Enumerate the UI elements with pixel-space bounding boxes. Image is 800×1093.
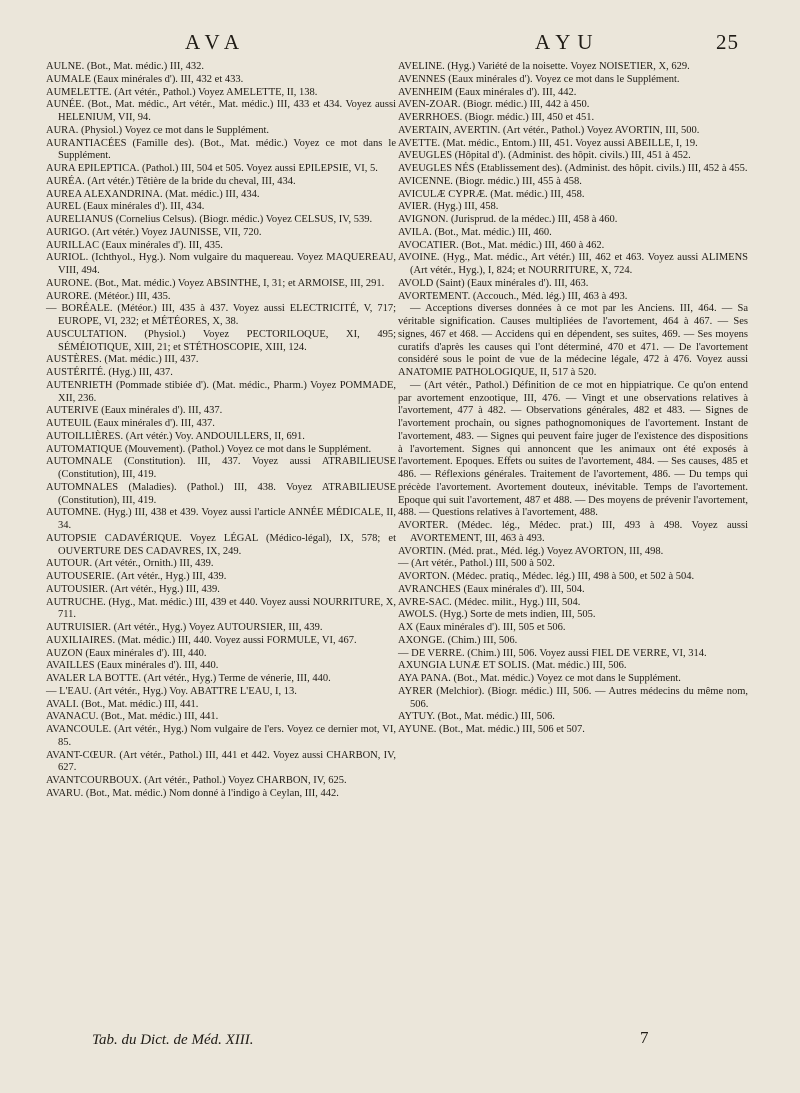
index-entry: AVELINE. (Hyg.) Variété de la noisette. Voyez NOISETIER, X, 629. [398,61,690,72]
index-entry: AVALI. (Bot., Mat. médic.) III, 441. [46,698,199,710]
index-entry: AUTEUIL (Eaux minérales d'). III, 437. [46,418,215,429]
index-entry: AUTOUSIER. (Art vétér., Hyg.) III, 439. [46,583,220,595]
index-entry: AVARU. (Bot., Mat. médic.) Nom donné à l'indigo à Ceylan, III, 442. [46,787,339,799]
index-entry: AUTRUISIER. (Art vétér., Hyg.) Voyez AUTOURSIER, III, 439. [46,622,323,633]
index-entry: AVERTAIN, AVERTIN. (Art vétér., Pathol.) Voyez AVORTIN, III, 500. [398,124,700,136]
index-entry: AUTOMATIQUE (Mouvement). (Pathol.) Voyez ce mot dans le Supplément. [46,443,372,455]
index-entry: AUSTÈRES. (Mat. médic.) III, 437. [46,354,199,366]
running-head-left: AVA [185,30,247,54]
index-entry: AUREL (Eaux minérales d'). III, 434. [46,201,205,213]
index-entry: AVORTER. (Médec. lég., Médec. prat.) III, 493 à 498. Voyez aussi AVORTEMENT, III, 463 à 493. [398,520,748,544]
index-entry: AULNE. (Bot., Mat. médic.) III, 432. [46,61,205,72]
index-entry: AVICENNE. (Biogr. médic.) III, 455 à 458. [398,175,582,187]
index-entry: AUREA ALEXANDRINA. (Mat. médic.) III, 434. [46,188,260,200]
page-number: 25 [716,30,739,54]
index-entry: AVRANCHES (Eaux minérales d'). III, 504. [398,583,585,595]
index-entry: AURÉA. (Art vétér.) Têtière de la bride du cheval, III, 434. [46,175,296,187]
index-entry: AYUNE. (Bot., Mat. médic.) III, 506 et 507. [398,724,585,735]
index-entry: AUTOILLIÈRES. (Art vétér.) Voy. ANDOUILLERS, II, 691. [46,430,305,442]
index-entry: AVENHEIM (Eaux minérales d'). III, 442. [398,86,577,98]
index-entry: AURORE. (Météor.) III, 435. [46,290,171,302]
index-entry: AUTOMNE. (Hyg.) III, 438 et 439. Voyez aussi l'article ANNÉE MÉDICALE, II, 34. [46,507,396,531]
index-entry: AVICULÆ CYPRÆ. (Mat. médic.) III, 458. [398,188,585,200]
index-entry: AVANTCOURBOUX. (Art vétér., Pathol.) Voyez CHARBON, IV, 625. [46,775,347,786]
index-entry: AURILLAC (Eaux minérales d'). III, 435. [46,239,223,251]
index-entry: AVILA. (Bot., Mat. médic.) III, 460. [398,226,552,238]
index-entry: AURELIANUS (Cornelius Celsus). (Biogr. médic.) Voyez CELSUS, IV, 539. [46,214,373,225]
index-entry: AVALER LA BOTTE. (Art vétér., Hyg.) Terme de vénerie, III, 440. [46,673,331,684]
index-entry: AVANT-CŒUR. (Art vétér., Pathol.) III, 441 et 442. Voyez aussi CHARBON, IV, 627. [46,749,396,774]
index-entry: AVIER. (Hyg.) III, 458. [398,201,499,213]
index-entry: AUTOMNALES (Maladies). (Pathol.) III, 438. Voyez ATRABILIEUSE (Constitution), III, 419. [46,481,396,506]
index-entry: AYRER (Melchior). (Biogr. médic.) III, 506. — Autres médecins du même nom, 506. [398,685,748,710]
index-entry: — L'EAU. (Art vétér., Hyg.) Voy. ABATTRE L'EAU, I, 13. [46,685,297,697]
index-entry: AXONGE. (Chim.) III, 506. [398,634,518,646]
index-entry: AYTUY. (Bot., Mat. médic.) III, 506. [398,711,555,723]
index-entry: AVEN-ZOAR. (Biogr. médic.) III, 442 à 450. [398,99,590,111]
index-entry: AUMALE (Eaux minérales d'). III, 432 et 433. [46,73,244,85]
index-entry: AUTOPSIE CADAVÉRIQUE. Voyez LÉGAL (Médico-légal), IX, 578; et OUVERTURE DES CADAVRES, IX, 249. [46,532,396,557]
running-head-right: AYU [535,30,600,54]
index-entry: AVOINE. (Hyg., Mat. médic., Art vétér.) III, 462 et 463. Voyez aussi ALIMENS (Art vétér., Hyg.), I, 824; et NOURRITURE, X, 724. [398,252,748,276]
footer-title: Tab. du Dict. de Méd. XIII. [92,1032,254,1048]
index-entry: AUZON (Eaux minérales d'). III, 440. [46,647,207,659]
index-entry: AYA PANA. (Bot., Mat. médic.) Voyez ce mot dans le Supplément. [398,673,681,684]
index-entry: AVERRHOES. (Biogr. médic.) III, 450 et 451. [398,112,595,123]
index-entry: AVEUGLES NÉS (Etablissement des). (Administ. des hôpit. civils.) III, 452 à 455. [398,163,748,174]
index-entry: AUTOUSERIE. (Art vétér., Hyg.) III, 439. [46,571,227,582]
index-entry: AVORTEMENT. (Accouch., Méd. lég.) III, 463 à 493. [398,290,628,302]
index-entry: AVOCATIER. (Bot., Mat. médic.) III, 460 à 462. [398,239,605,251]
index-entry: AVEUGLES (Hôpital d'). (Administ. des hôpit. civils.) III, 451 à 452. [398,150,691,162]
index-entry: AVENNES (Eaux minérales d'). Voyez ce mot dans le Supplément. [398,73,680,85]
index-entry: AURIGO. (Art vétér.) Voyez JAUNISSE, VII, 720. [46,226,262,238]
index-entry: AVAILLES (Eaux minérales d'). III, 440. [46,660,219,672]
index-subentry: — Acceptions diverses données à ce mot par les Anciens. III, 464. — Sa véritable signification. Causes multipliées de l'avortement, 464 à 467. — Ses signes, 467 et 468. — Accidens qui en dépendent, ses suites, 469. — Ses moyens curatifs d'après les causes qui l'ont déterminé, 470 et 471. — De l'avortement considéré sous le point de vue de la médecine légale, 472 à 476. Voyez aussi ANATOMIE PATHOLOGIQUE, II, 517 à 520. [398,303,748,378]
index-entry: — BORÉALE. (Météor.) III, 435 à 437. Voyez aussi ELECTRICITÉ, V, 717; EUROPE, VI, 232; et MÉTÉORES, X, 38. [46,303,396,327]
index-entry: AUNÉE. (Bot., Mat. médic., Art vétér., Mat. médic.) III, 433 et 434. Voyez aussi HELENIUM, VII, 94. [46,99,396,123]
index-entry: AVRE-SAC. (Médec. milit., Hyg.) III, 504. [398,596,581,608]
index-entry: AVANCOULE. (Art vétér., Hyg.) Nom vulgaire de l'ers. Voyez ce dernier mot, VI, 85. [46,724,396,748]
index-entry: AUSCULTATION. (Physiol.) Voyez PECTORILOQUE, XI, 495; SÉMÉIOTIQUE, XIII, 21; et STÉTHOSCOPIE, XIII, 124. [46,328,396,353]
index-entry: AUTENRIETH (Pommade stibiée d'). (Mat. médic., Pharm.) Voyez POMMADE, XII, 236. [46,379,396,404]
index-column-right [398,61,748,737]
index-entry: AUMELETTE. (Art vétér., Pathol.) Voyez AMELETTE, II, 138. [46,86,318,98]
index-entry: AVORTON. (Médec. pratiq., Médec. lég.) III, 498 à 500, et 502 à 504. [398,571,695,582]
index-entry: AXUNGIA LUNÆ ET SOLIS. (Mat. médic.) III, 506. [398,660,627,672]
index-subentry: — (Art vétér., Pathol.) Définition de ce mot en hippiatrique. Ce qu'on entend par avortement enzootique, III, 476. — Vingt et une observations relatives à l'avortement, 477 à 482. — Observations générales, 482 et 483. — Signes de l'avortement prochain, ou signes pathognomoniques de l'avortement. Instant de l'avortement, 483. — Signes qui peuvent faire juger de l'existence des dispositions à l'avortement. Signes qui annoncent que les animaux ont été exposés à l'avortement. Epoques. Effets ou suites de l'avortement, 484. — Ses causes, 485 et 486. — Réflexions générales. Traitement de l'avortement, 486. — Du temps qui précède l'avortement. Avortement douteux, inévitable. Temps de l'avortement. Epoque qui suit l'avortement, 487 et 488. — Des moyens de prévenir l'avortement, 488. — Questions relatives à l'avortement, 488. [398,379,748,519]
index-entry: AURA. (Physiol.) Voyez ce mot dans le Supplément. [46,124,270,136]
signature-mark: 7 [640,1028,649,1047]
index-entry: AVORTIN. (Méd. prat., Méd. lég.) Voyez AVORTON, III, 498. [398,545,664,557]
index-entry: AUTRUCHE. (Hyg., Mat. médic.) III, 439 et 440. Voyez aussi NOURRITURE, X, 711. [46,596,396,621]
index-entry: AURONE. (Bot., Mat. médic.) Voyez ABSINTHE, I, 31; et ARMOISE, III, 291. [46,277,385,289]
index-entry: AUTOUR. (Art vétér., Ornith.) III, 439. [46,558,214,570]
index-entry: AWOLS. (Hyg.) Sorte de mets indien, III, 505. [398,609,596,621]
index-entry: AUTERIVE (Eaux minérales d'). III, 437. [46,405,223,417]
index-entry: AUXILIAIRES. (Mat. médic.) III, 440. Voyez aussi FORMULE, VI, 467. [46,634,357,646]
index-entry: AVETTE. (Mat. médic., Entom.) III, 451. Voyez aussi ABEILLE, I, 19. [398,137,698,149]
index-entry: AUTOMNALE (Constitution). III, 437. Voyez aussi ATRABILIEUSE (Constitution), III, 419. [46,456,396,480]
index-entry: AVIGNON. (Jurisprud. de la médec.) III, 458 à 460. [398,214,618,225]
index-entry: AURANTIACÉES (Famille des). (Bot., Mat. médic.) Voyez ce mot dans le Supplément. [46,137,396,162]
index-entry: — (Art vétér., Pathol.) III, 500 à 502. [398,558,555,570]
index-entry: AUSTÉRITÉ. (Hyg.) III, 437. [46,367,173,378]
index-column-left [46,61,396,801]
index-entry: AURIOL. (Ichthyol., Hyg.). Nom vulgaire du maquereau. Voyez MAQUEREAU, VIII, 494. [46,252,396,276]
index-entry: AURA EPILEPTICA. (Pathol.) III, 504 et 505. Voyez aussi EPILEPSIE, VI, 5. [46,163,378,174]
index-entry: AX (Eaux minérales d'). III, 505 et 506. [398,622,566,633]
index-entry: — DE VERRE. (Chim.) III, 506. Voyez aussi FIEL DE VERRE, VI, 314. [398,647,707,659]
index-entry: AVOLD (Saint) (Eaux minérales d'). III, 463. [398,277,589,289]
index-entry: AVANACU. (Bot., Mat. médic.) III, 441. [46,711,219,723]
